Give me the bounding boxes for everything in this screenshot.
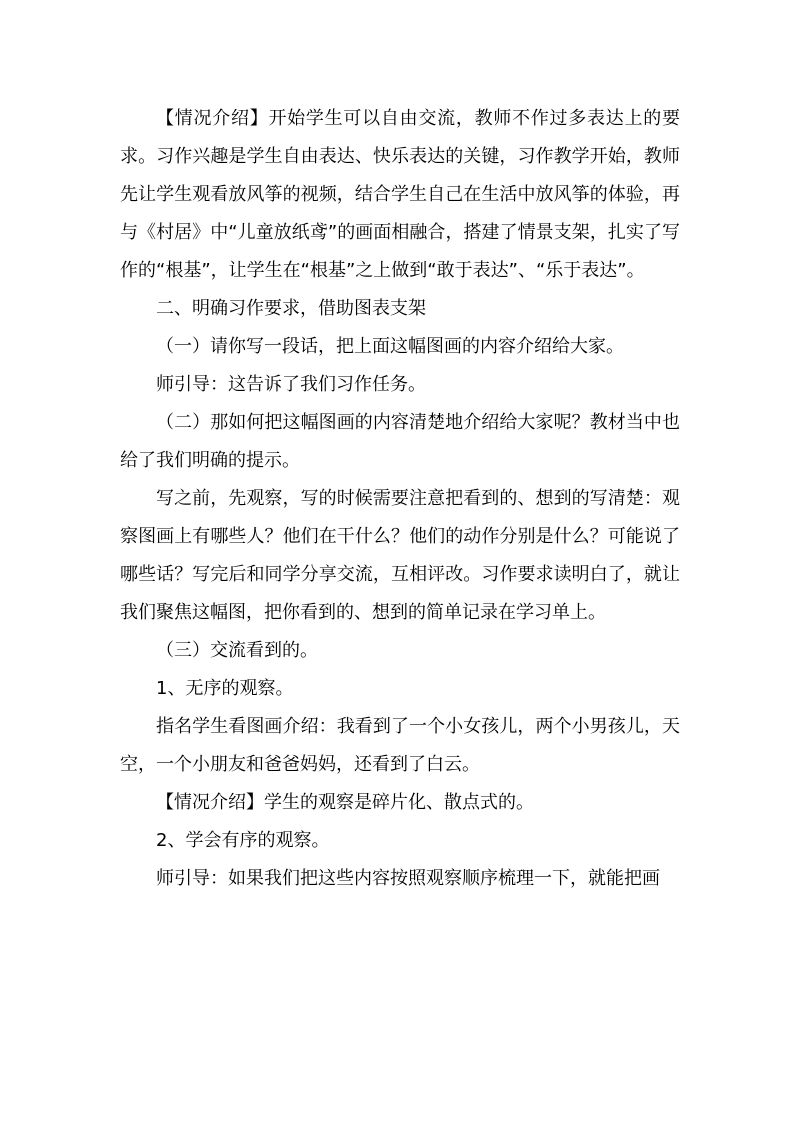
paragraph-teacher-guide-2: 师引导：如果我们把这些内容按照观察顺序梳理一下，就能把画 <box>156 868 660 889</box>
paragraph-step-2: 2、学会有序的观察。 <box>156 830 330 851</box>
paragraph-section-heading-2: 二、明确习作要求，借助图表支架 <box>156 298 426 319</box>
paragraph-task-1: （一）请你写一段话，把上面这幅图画的内容介绍给大家。 <box>156 336 624 357</box>
paragraph-student-description: 指名学生看图画介绍：我看到了一个小女孩儿，两个小男孩儿，天空，一个小朋友和爸爸妈妈，还看到了白云。 <box>120 716 680 775</box>
paragraph-situation-note: 【情况介绍】学生的观察是碎片化、散点式的。 <box>156 792 534 813</box>
paragraph-task-3: （三）交流看到的。 <box>156 640 318 661</box>
paragraph-situation-intro: 【情况介绍】开始学生可以自由交流，教师不作过多表达上的要求。习作兴趣是学生自由表达、快乐表达的关键，习作教学开始，教师先让学生观看放风筝的视频，结合学生自己在生活中放风筝的体验，再与《村居》中“儿童放纸鸢”的画面相融合，搭建了情景支架，扎实了写作的“根基”，让学生在“根基”之上做到“敢于表达”、“乐于表达”。 <box>120 108 680 281</box>
paragraph-step-1: 1、无序的观察。 <box>156 678 294 699</box>
paragraph-task-2: （二）那如何把这幅图画的内容清楚地介绍给大家呢？教材当中也给了我们明确的提示。 <box>120 412 680 471</box>
paragraph-observe-instructions: 写之前，先观察，写的时候需要注意把看到的、想到的写清楚：观察图画上有哪些人？他们在干什么？他们的动作分别是什么？可能说了哪些话？写完后和同学分享交流，互相评改。习作要求读明白了，就让我们聚焦这幅图，把你看到的、想到的简单记录在学习单上。 <box>120 488 680 623</box>
paragraph-teacher-guide-1: 师引导：这告诉了我们习作任务。 <box>156 374 426 395</box>
document-body <box>120 100 680 898</box>
